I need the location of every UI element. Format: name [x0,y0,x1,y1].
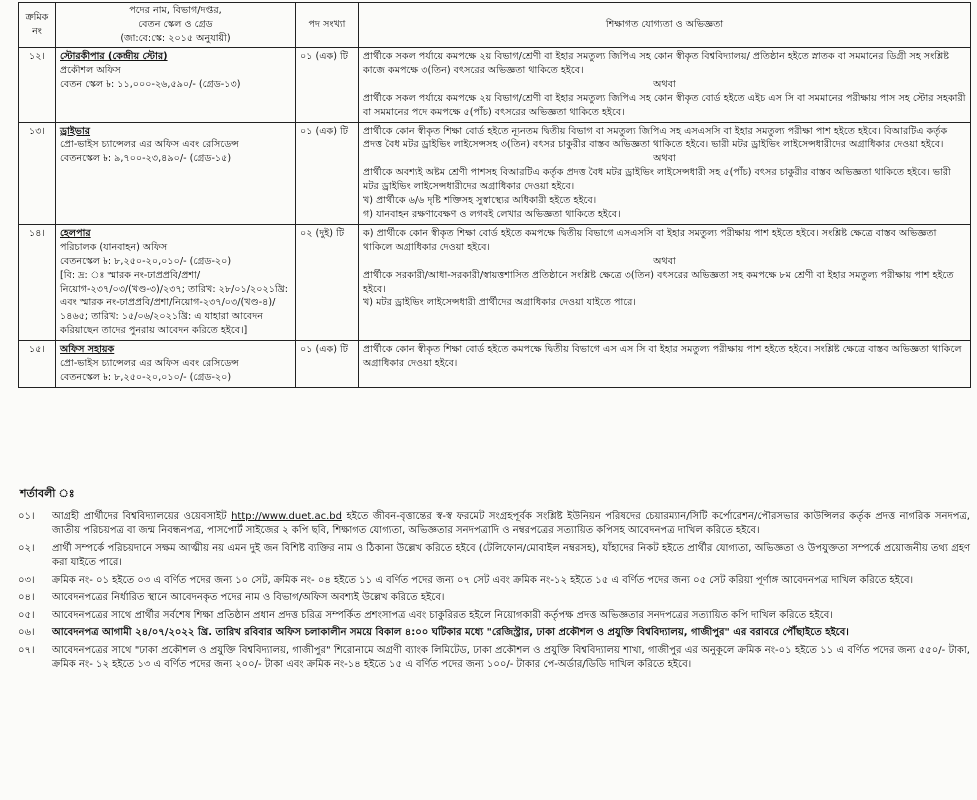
qualification-line: খ) মটর ড্রাইভিং লাইসেন্সধারী প্রার্থীদের অগ্রাধিকার দেওয়া যাইতে পারে। [363,297,636,309]
qualification-line: গ) যানবাহন রক্ষণাবেক্ষণ ও লগবই লেখার অভিজ্ঞতা থাকিতে হইবে। [363,208,621,220]
condition-number: ০১। [18,510,35,522]
condition-number: ০৬। [18,627,35,639]
post-detail-line: বেতনস্কেল ৳: ৮,২৫০-২০,০১০/- (গ্রেড-২০) [60,371,232,383]
row-post-details [56,341,296,388]
condition-number: ০৫। [18,609,35,621]
condition-item [18,591,970,606]
post-detail-line: প্রকৌশল অফিস [60,64,121,76]
condition-text [52,510,970,539]
website-link[interactable]: http://www.duet.ac.bd [231,510,342,522]
row-post-details [56,122,296,224]
condition-item [18,644,970,673]
condition-text: আবেদনপত্রের নির্ধারিত স্থানে আবেদনকৃত পদের নাম ও বিভাগ/অফিস অবশ্যই উল্লেখ করিতে হইবে। [52,592,445,604]
row-qualification [359,48,971,123]
condition-text: প্রার্থী সম্পর্কে পরিচয়দানে সক্ষম আত্মীয় নয় এমন দুই জন বিশিষ্ট ব্যক্তির নাম ও ঠিকানা উল্লেখ করিতে হইবে (টেলিফোন/মোবাইল নম্বরসহ), যাঁহাদের নিকট হইতে প্রার্থীর যোগ্যতা, অভিজ্ঞতা ও উপযুক্ততা সম্পর্কে প্রয়োজনীয় তথ্য গ্রহণ করা যাইতে পারে। [52,542,970,569]
qualification-line: খ) প্রার্থীকে ৬/৬ দৃষ্টি শক্তিসহ সুস্বাস্থ্যের অধিকারী হইতে হইবে। [363,195,597,207]
condition-text: আবেদনপত্র আগামী ২৪/০৭/২০২২ খ্রি. তারিখ রবিবার অফিস চলাকালীন সময়ে বিকাল ৪:০০ ঘটিকার মধ্যে "রেজিস্ট্রার, ঢাকা প্রকৌশল ও প্রযুক্তি বিশ্ববিদ্যালয়, গাজীপুর" এর বরাবরে পৌঁছাইতে হইবে। [52,627,849,639]
table-row [19,341,971,388]
condition-text-part: আগ্রহী প্রার্থীদের বিশ্ববিদ্যালয়ের ওয়েবসাইট [52,510,232,522]
condition-number: ০২। [18,542,35,554]
condition-item [18,510,970,539]
or-separator: অথবা [653,153,676,165]
row-serial: ১২। [19,48,56,123]
qualification-line: প্রার্থীকে কোন স্বীকৃত শিক্ষা বোর্ড হইতে ন্যূনতম দ্বিতীয় বিভাগ বা সমতুল্য জিপিএ সহ এসএসসি বা ইহার সমতুল্য পরীক্ষা পাশ হইতে হইবে। বিআরটিএ কর্তৃক প্রদত্ত বৈধ মটর ড্রাইভিং লাইসেন্সসহ ৩(তিন) বৎসর চাকুরীর বাস্তব অভিজ্ঞতা থাকিতে হইবে। ভারী মটর ড্রাইভিং লাইসেন্সধারীদের অগ্রাধিকার দেওয়া হইবে। [363,125,948,151]
row-post-details [56,224,296,340]
row-qualification [359,224,971,340]
row-qualification [359,122,971,224]
header-post: পদের নাম, বিভাগ/দপ্তর, বেতন স্কেল ও গ্রেড (জা:বে:স্কে: ২০১৫ অনুযায়ী) [56,3,296,48]
qualification-line: প্রার্থীকে সরকারী/আধা-সরকারী/স্বায়ত্তশাসিত প্রতিষ্ঠানে সংশ্লিষ্ট ক্ষেত্রে ৩(তিন) বৎসরের অভিজ্ঞতা সহ কমপক্ষে ৮ম শ্রেণী বা ইহার সমতুল্য পরীক্ষায় পাশ হইতে হইবে। [363,269,954,295]
table-row [19,224,971,340]
condition-item [18,574,970,589]
header-qualification: শিক্ষাগত যোগ্যতা ও অভিজ্ঞতা [359,3,971,48]
table-header-row [19,3,971,48]
conditions-section [18,486,970,676]
or-separator: অথবা [653,255,676,267]
row-post-count: ০১ (এক) টি [296,341,359,388]
condition-number: ০৩। [18,574,35,586]
row-post-count: ০১ (এক) টি [296,48,359,123]
condition-text: ক্রমিক নং- ০১ হইতে ০৩ এ বর্ণিত পদের জন্য ১০ সেট, ক্রমিক নং- ০৪ হইতে ১১ এ বর্ণিত পদের জন্য ০৭ সেট এবং ক্রমিক নং-১২ হইতে ১৫ এ বর্ণিত পদের জন্য ০৫ সেট করিয়া পূর্ণাঙ্গ আবেদনপত্র দাখিল করিতে হইবে। [52,574,914,586]
condition-number: ০৭। [18,644,35,656]
conditions-title: শর্তাবলী ঃ [20,487,75,500]
qualification-line: প্রার্থীকে অবশ্যই অষ্টম শ্রেণী পাশসহ বিআরটিএ কর্তৃক প্রদত্ত বৈধ মটর ড্রাইভিং লাইসেন্সধারী সহ ৫(পাঁচ) বৎসর চাকুরীর বাস্তব অভিজ্ঞতা থাকিতে হইবে। ভারী মটর ড্রাইভিং লাইসেন্সধারীদের অগ্রাধিকার দেওয়া হইবে। [363,167,951,193]
conditions-list [18,510,970,673]
table-row [19,122,971,224]
post-detail-line: পরিচালক (যানবাহন) অফিস [60,241,168,253]
row-post-count: ০২ (দুই) টি [296,224,359,340]
row-qualification [359,341,971,388]
qualification-line: ক) প্রার্থীকে কোন স্বীকৃত শিক্ষা বোর্ড হইতে কমপক্ষে দ্বিতীয় বিভাগে এসএসসি বা ইহার সমতুল্য পরীক্ষায় পাশ হইতে হইবে। সংশ্লিষ্ট ক্ষেত্রে বাস্তব অভিজ্ঞতা থাকিলে অগ্রাধিকার দেওয়া হইবে। [363,227,937,253]
post-detail-line: প্রো-ভাইস চ্যান্সেলর এর অফিস এবং রেসিডেন্স [60,358,239,370]
or-separator: অথবা [653,78,676,90]
qualification-line: প্রার্থীকে কোন স্বীকৃত শিক্ষা বোর্ড হইতে কমপক্ষে দ্বিতীয় বিভাগে এস এস সি বা ইহার সমতুল্য পরীক্ষায় পাশ হইতে হইবে। সংশ্লিষ্ট ক্ষেত্রে বাস্তব অভিজ্ঞতা থাকিলে অগ্রাধিকার দেওয়া হইবে। [363,344,962,370]
condition-item [18,609,970,624]
condition-text: আবেদনপত্রের সাথে "ঢাকা প্রকৌশল ও প্রযুক্তি বিশ্ববিদ্যালয়, গাজীপুর" শিরোনামে অগ্রণী ব্যাংক লিমিটেড, ঢাকা প্রকৌশল ও প্রযুক্তি বিশ্ববিদ্যালয় শাখা, গাজীপুর এর অনুকূলে ক্রমিক নং-০১ হইতে ১১ এ বর্ণিত পদের জন্য ৫৫০/- টাকা, ক্রমিক নং- ১২ হইতে ১৩ এ বর্ণিত পদের জন্য ২০০/- টাকা এবং ক্রমিক নং-১৪ হইতে ১৫ এ বর্ণিত পদের জন্য ১০০/- টাকার পে-অর্ডার/ডিডি দাখিল করিতে হইবে। [52,644,970,671]
condition-item [18,542,970,571]
row-serial: ১৪। [19,224,56,340]
post-title: হেলপার [60,227,91,239]
condition-text: আবেদনপত্রের সাথে প্রার্থীর সর্বশেষ শিক্ষা প্রতিষ্ঠান প্রধান প্রদত্ত চরিত্র সম্পর্কিত প্রশংসাপত্র এবং চাকুরিরত হইলে নিয়োগকারী কর্তৃপক্ষ প্রদত্ত অভিজ্ঞতার সনদপত্রের সত্যায়িত কপি দাখিল করিতে হইবে। [52,609,833,621]
vacancy-table [18,2,971,388]
post-detail-line: বেতনস্কেল ৳: ৮,২৫০-২০,০১০/- (গ্রেড-২০) [60,255,232,267]
qualification-line: প্রার্থীকে সকল পর্যায়ে কমপক্ষে ২য় বিভাগ/শ্রেণী বা ইহার সমতুল্য জিপিএ সহ কোন স্বীকৃত বোর্ড হইতে এইচ এস সি বা সমমানের পরীক্ষায় পাস সহ স্টোর সহকারী বা সমমানের পদে কমপক্ষে ৫(পাঁচ) বৎসরের অভিজ্ঞতা থাকিতে হইবে। [363,92,966,118]
row-serial: ১৩। [19,122,56,224]
qualification-line: প্রার্থীকে সকল পর্যায়ে কমপক্ষে ২য় বিভাগ/শ্রেণী বা ইহার সমতুল্য জিপিএ সহ কোন স্বীকৃত বিশ্ববিদ্যালয়/ প্রতিষ্ঠান হইতে স্নাতক বা সমমানের ডিগ্রী সহ সংশ্লিষ্ট কাজে কমপক্ষে ৩(তিন) বৎসরের অভিজ্ঞতা থাকিতে হইবে। [363,51,950,76]
post-detail-line: বেতনস্কেল ৳: ৯,৭০০-২৩,৪৯০/- (গ্রেড-১৫) [60,153,232,165]
table-row [19,48,971,123]
condition-item [18,626,970,641]
header-serial: ক্রমিক নং [19,3,56,48]
condition-number: ০৪। [18,592,35,604]
row-post-details [56,48,296,123]
post-detail-line: বেতন স্কেল ৳: ১১,০০০-২৬,৫৯০/- (গ্রেড-১৩) [60,78,241,90]
header-post-count: পদ সংখ্যা [296,3,359,48]
row-post-count: ০১ (এক) টি [296,122,359,224]
post-detail-line: প্রো-ভাইস চ্যান্সেলর এর অফিস এবং রেসিডেন্স [60,139,239,151]
post-detail-line: [বি: দ্র: ঃ স্মারক নং-ঢাপ্রপ্রবি/প্রশা/নিয়োগ-২৩৭/০৩/(খণ্ড-৩)/২৩৭; তারিখ: ২৮/০১/২০২১খ্রি: এবং স্মারক নং-ঢাপ্রপ্রবি/প্রশা/নিয়োগ-২৩৭/০৩/(খণ্ড-৪)/১৪৬৫; তারিখ: ১৫/০৬/২০২১খ্রি: এ যাহারা আবেদন করিয়াছেন তাদের পুনরায় আবেদন করিতে হইবে।] [60,269,289,337]
post-title: অফিস সহায়ক [60,344,115,356]
row-serial: ১৫। [19,341,56,388]
condition-text-part: হইতে জীবন-বৃত্তান্তের স্ব-স্ব ফরমেট সংগ্রহপূর্বক সংশ্লিষ্ট ইউনিয়ন পরিষদের চেয়ারম্যান/সিটি কর্পোরেশন/পৌরসভার কাউন্সিলর কর্তৃক প্রদত্ত নাগরিক সনদপত্র, জাতীয় পরিচয়পত্র বা জন্ম নিবন্ধনপত্র, পাসপোর্ট সাইজের ২ কপি ছবি, শিক্ষাগত যোগ্যতা, অভিজ্ঞতার সনদপত্রাদি ও নম্বরপত্রের সত্যায়িত কপিসহ আবেদনপত্র দাখিল করিতে হইবে। [52,510,970,537]
post-title: স্টোরকীপার (কেন্দ্রীয় স্টোর) [60,51,168,62]
post-title: ড্রাইভার [60,125,91,137]
